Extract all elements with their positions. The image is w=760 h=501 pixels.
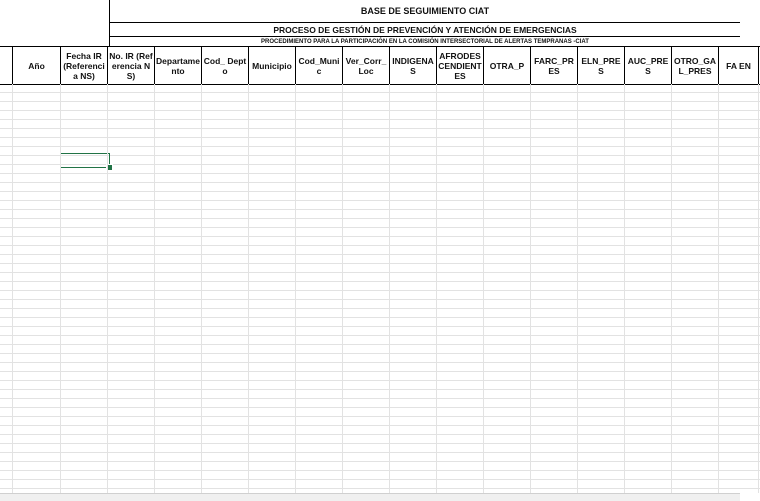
column-header[interactable]: OTRO_GAL_PRES	[672, 47, 719, 84]
column-header[interactable]: Cod_ Depto	[202, 47, 249, 84]
horizontal-scrollbar[interactable]	[0, 493, 740, 501]
column-header[interactable]: AUC_PRES	[625, 47, 672, 84]
process-title: PROCESO DE GESTIÓN DE PREVENCIÓN Y ATENCIÓN DE EMERGENCIAS	[110, 23, 740, 37]
column-header[interactable]: OTRA_P	[484, 47, 531, 84]
column-gridline	[758, 84, 759, 493]
column-header[interactable]: AFRODESCENDIENTES	[437, 47, 484, 84]
column-gridline	[201, 84, 202, 493]
column-header[interactable]: Ver_Corr_Loc	[343, 47, 390, 84]
procedure-title: PROCEDIMIENTO PARA LA PARTICIPACIÓN EN LA COMISIÓN INTERSECTORIAL DE ALERTAS TEMPRANAS -CIAT	[110, 37, 740, 47]
column-gridline	[248, 84, 249, 493]
column-gridline	[718, 84, 719, 493]
column-header[interactable]: ELN_PRES	[578, 47, 625, 84]
column-gridline	[389, 84, 390, 493]
column-header[interactable]: Cod_Munic	[296, 47, 343, 84]
column-header[interactable]: FA EN	[719, 47, 759, 84]
column-header-row	[0, 46, 760, 85]
column-gridline	[577, 84, 578, 493]
selected-cell[interactable]	[60, 153, 110, 168]
column-header[interactable]: Año	[13, 47, 61, 84]
column-gridline	[342, 84, 343, 493]
column-gridline	[154, 84, 155, 493]
column-gridline	[624, 84, 625, 493]
column-gridline	[60, 84, 61, 493]
column-header[interactable]: No. IR (Referencia NS)	[108, 47, 155, 84]
column-gridline	[483, 84, 484, 493]
column-header[interactable]: Fecha IR (Referencia NS)	[61, 47, 108, 84]
column-gridline	[436, 84, 437, 493]
cell-grid[interactable]	[0, 84, 760, 493]
column-header[interactable]: Municipio	[249, 47, 296, 84]
column-header[interactable]: INDIGENAS	[390, 47, 437, 84]
column-header[interactable]	[0, 47, 13, 84]
column-gridline	[671, 84, 672, 493]
column-gridline	[295, 84, 296, 493]
column-gridline	[530, 84, 531, 493]
column-gridline	[12, 84, 13, 493]
sheet-title: BASE DE SEGUIMIENTO CIAT	[110, 0, 740, 23]
column-header[interactable]: FARC_PRES	[531, 47, 578, 84]
column-gridline	[107, 84, 108, 493]
column-header[interactable]: Departamento	[155, 47, 202, 84]
